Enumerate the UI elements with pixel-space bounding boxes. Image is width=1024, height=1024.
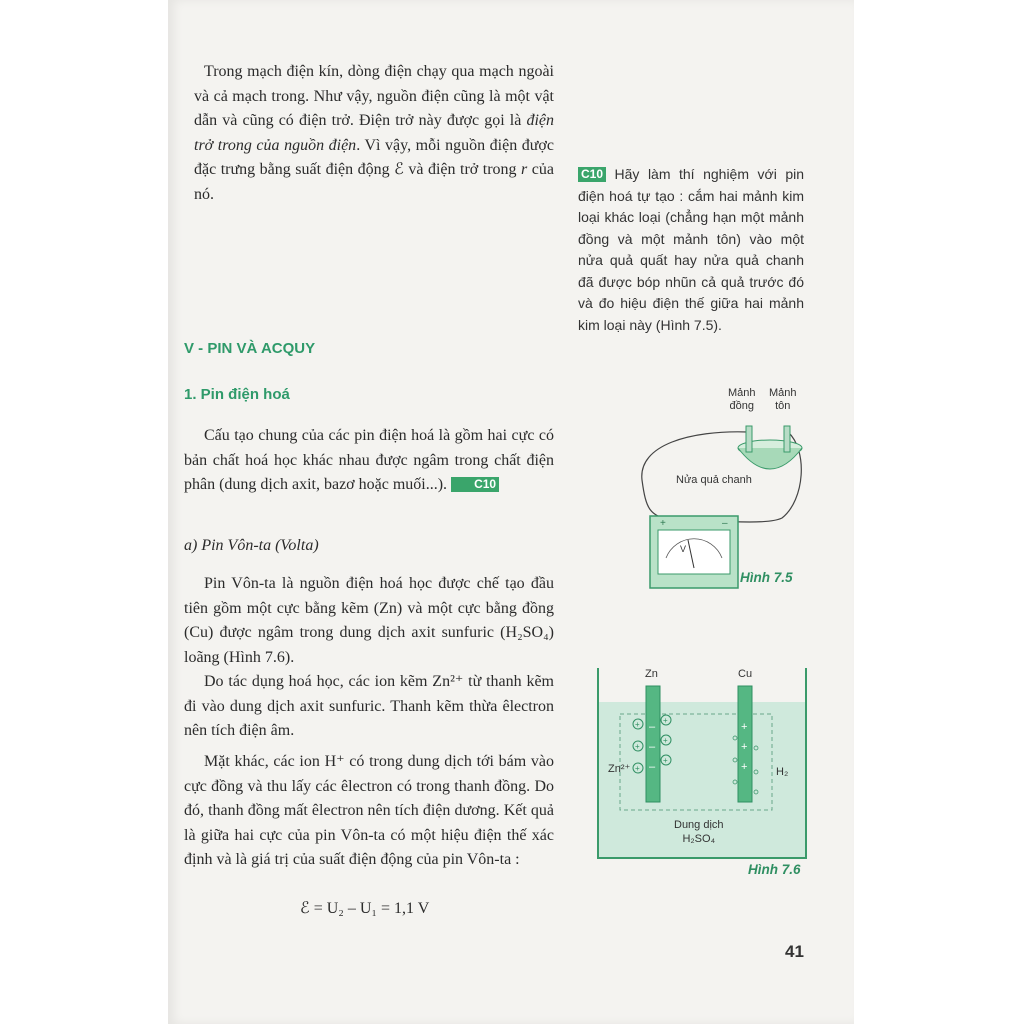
- volta-paragraph-1: Pin Vôn-ta là nguồn điện hoá học được chế tạo đầu tiên gồm một cực bằng kẽm (Zn) và một cực bằng đồng (Cu) được ngâm trong dung dịch axit sunfuric (H₂SO₄) loãng (Hình 7.6).: [184, 575, 554, 666]
- svg-text:+: +: [635, 720, 640, 729]
- svg-text:+: +: [663, 716, 668, 725]
- figure-7-5-caption: Hình 7.5: [740, 570, 793, 585]
- subsection-heading: 1. Pin điện hoá: [184, 386, 290, 403]
- section-heading: V - PIN VÀ ACQUY: [184, 340, 316, 357]
- fig76-label-ion: Zn²⁺: [608, 763, 631, 775]
- c10-side-note: [578, 164, 804, 336]
- fig75-label-tin: Mảnh tôn: [769, 387, 797, 412]
- fig76-label-zn: Zn: [645, 668, 658, 680]
- svg-text:+: +: [660, 518, 666, 529]
- svg-text:–: –: [649, 761, 656, 773]
- svg-text:–: –: [649, 741, 656, 753]
- volta-heading: a) Pin Vôn-ta (Volta): [184, 537, 319, 554]
- fig75-label-lemon: Nửa quả chanh: [676, 474, 752, 486]
- figure-7-6-caption: Hình 7.6: [748, 862, 801, 877]
- fig76-label-h2: H₂: [776, 766, 789, 778]
- volta-paragraph-2: Do tác dụng hoá học, các ion kẽm Zn²⁺ từ thanh kẽm đi vào dung dịch axit sunfuric. Thanh kẽm thừa êlectron nên tích điện âm.: [184, 673, 554, 739]
- fig75-meter-letter: V: [680, 544, 687, 554]
- emf-formula: ℰ = U₂ – U₁ = 1,1 V: [300, 900, 430, 917]
- svg-text:–: –: [722, 518, 728, 529]
- volta-paragraph-3: Mặt khác, các ion H⁺ có trong dung dịch tới bám vào cực đồng và thu lấy các êlectron có trong thanh đồng. Do đó, thanh đồng mất êlectron nên tích điện dương. Kết quả là giữa hai cực của pin Vôn-ta có một hiệu điện thế xác định và là giá trị của suất điện động của pin Vôn-ta :: [184, 753, 554, 868]
- svg-text:+: +: [635, 764, 640, 773]
- page-number: 41: [785, 942, 804, 961]
- pin-general-paragraph: Cấu tạo chung của các pin điện hoá là gồm hai cực có bản chất hoá học khác nhau được ngâm trong chất điện phân (dung dịch axit, bazơ hoặc muối...). C10: [184, 427, 554, 493]
- svg-text:+: +: [741, 761, 748, 773]
- intro-paragraph: Trong mạch điện kín, dòng điện chạy qua mạch ngoài và cả mạch trong. Như vậy, nguồn điện cũng là một vật dẫn và cũng có điện trở. Điện trở này được gọi là điện trở trong của nguồn điện. Vì vậy, mỗi nguồn điện được đặc trưng bằng suất điện động ℰ và điện trở trong r của nó.: [194, 63, 554, 203]
- figure-7-5-diagram: [630, 390, 830, 590]
- svg-text:+: +: [663, 756, 668, 765]
- svg-text:+: +: [741, 741, 748, 753]
- c10-text: Hãy làm thí nghiệm với pin điện hoá tự tạo : cắm hai mảnh kim loại khác loại (chẳng hạn một mảnh đồng và một mảnh tôn) vào một nửa quả quất hay nửa quả chanh đã được bóp nhũn cả quả trước đó và đo hiệu điện thế giữa hai mảnh kim loại này (Hình 7.5).: [578, 166, 805, 333]
- fig76-label-cu: Cu: [738, 668, 753, 680]
- svg-text:–: –: [649, 721, 656, 733]
- svg-text:+: +: [635, 742, 640, 751]
- svg-text:+: +: [663, 736, 668, 745]
- fig76-label-solution: Dung dịch H₂SO₄: [674, 819, 724, 845]
- fig75-label-copper: Mảnh đồng: [728, 387, 756, 412]
- svg-text:+: +: [741, 721, 748, 733]
- c10-inline-badge: C10: [451, 477, 499, 492]
- c10-badge: C10: [578, 167, 606, 182]
- intro-italic-term: điện trở trong của nguồn điện: [194, 112, 554, 154]
